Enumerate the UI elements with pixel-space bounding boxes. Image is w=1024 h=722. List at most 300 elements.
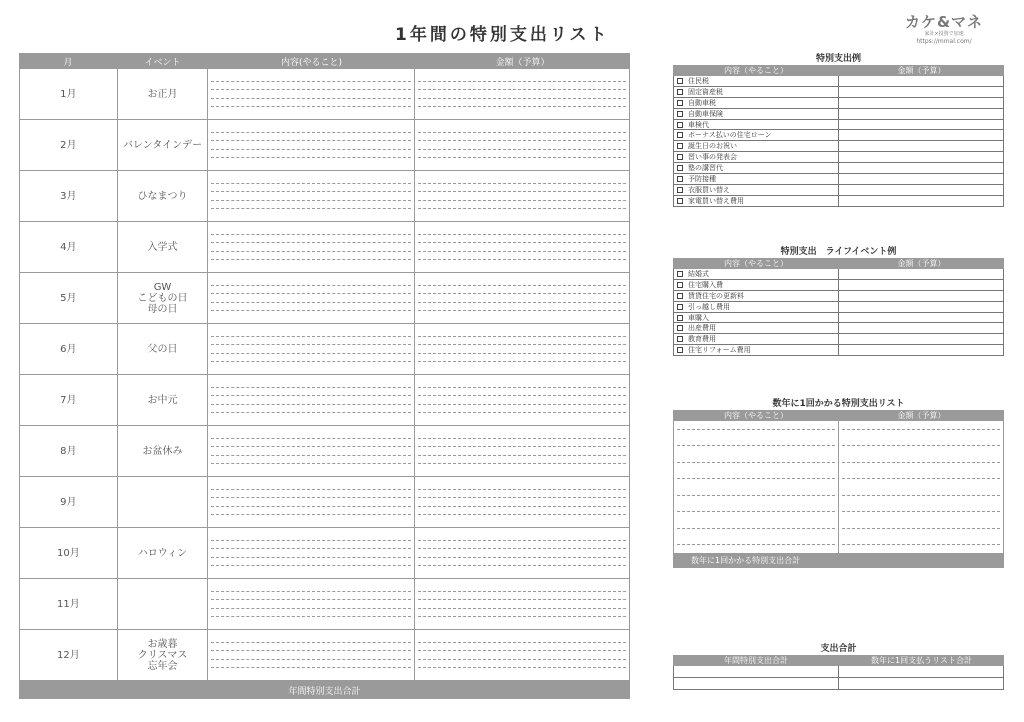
multi-year-content-entry[interactable]	[674, 487, 839, 504]
multi-year-content-entry[interactable]	[674, 537, 839, 554]
dashed-line	[418, 659, 626, 660]
event-label: バレンタインデー	[118, 120, 209, 170]
dashed-line	[211, 565, 410, 566]
dashed-line	[211, 285, 410, 286]
multi-year-title: 数年に1回かかる特別支出リスト	[772, 399, 905, 409]
checklist-amount[interactable]	[839, 269, 1003, 279]
multi-year-content-entry[interactable]	[674, 504, 839, 521]
dashed-line	[418, 98, 626, 99]
content-entry[interactable]	[208, 69, 414, 119]
multi-year-amount-entry[interactable]	[839, 454, 1003, 471]
month-label: 11月	[20, 579, 118, 629]
event-label: お歳暮 クリスマス 忘年会	[118, 630, 209, 680]
checkbox-icon[interactable]	[677, 198, 683, 204]
amount-entry[interactable]	[415, 579, 629, 629]
dashed-line	[418, 89, 626, 90]
checklist-item[interactable]	[674, 130, 839, 140]
checkbox-icon[interactable]	[677, 100, 683, 106]
dashed-line	[211, 506, 410, 507]
content-entry[interactable]	[208, 528, 414, 578]
checklist-amount[interactable]	[839, 98, 1003, 108]
month-label: 2月	[20, 120, 118, 170]
multi-year-row	[673, 421, 1004, 438]
event-label: GW こどもの日 母の日	[118, 273, 209, 323]
header-event: イベント	[144, 57, 181, 68]
checkbox-icon[interactable]	[677, 78, 683, 84]
header-month: 月	[63, 57, 73, 68]
multi-year-amount-entry[interactable]	[839, 504, 1003, 521]
checkbox-icon[interactable]	[677, 165, 683, 171]
totals-header	[673, 655, 1004, 666]
life-events-header-content: 内容（やること）	[724, 259, 788, 268]
dashed-line	[418, 106, 626, 107]
dashed-line	[677, 511, 835, 512]
amount-entry[interactable]	[415, 222, 629, 272]
annual-table	[19, 53, 630, 699]
content-entry[interactable]	[208, 426, 414, 476]
dashed-line	[211, 81, 410, 82]
dashed-line	[211, 361, 410, 362]
checklist-item[interactable]	[674, 120, 839, 130]
month-row	[19, 120, 630, 171]
logo	[904, 14, 984, 46]
checklist-amount[interactable]	[839, 345, 1003, 355]
checklist-item[interactable]	[674, 269, 839, 279]
dashed-line	[211, 642, 410, 643]
checklist-item-label: 習い事の発表会	[688, 153, 737, 162]
month-row	[19, 426, 630, 477]
dashed-line	[418, 157, 626, 158]
dashed-line	[211, 183, 410, 184]
dashed-line	[211, 395, 410, 396]
dashed-line	[418, 616, 626, 617]
checklist-item[interactable]	[674, 76, 839, 86]
event-label: お中元	[118, 375, 209, 425]
dashed-line	[211, 387, 410, 388]
checklist-amount[interactable]	[839, 334, 1003, 344]
checklist-row	[673, 163, 1004, 174]
checkbox-icon[interactable]	[677, 176, 683, 182]
checklist-amount[interactable]	[839, 109, 1003, 119]
multi-year-header	[673, 410, 1004, 421]
examples-table	[673, 53, 1004, 207]
checklist-item-label: 家電買い替え費用	[688, 196, 744, 205]
checklist-amount[interactable]	[839, 87, 1003, 97]
dashed-line	[842, 429, 1000, 430]
checkbox-icon[interactable]	[677, 271, 683, 277]
dashed-line	[418, 200, 626, 201]
checklist-row	[673, 334, 1004, 345]
dashed-line	[418, 608, 626, 609]
logo-tagline: 家計×投資で加速	[924, 31, 964, 37]
multi-year-header-content: 内容（やること）	[724, 411, 788, 420]
dashed-line	[211, 293, 410, 294]
month-label: 9月	[20, 477, 118, 527]
checklist-row	[673, 302, 1004, 313]
checklist-row	[673, 109, 1004, 120]
checklist-row	[673, 130, 1004, 141]
amount-entry[interactable]	[415, 630, 629, 680]
checklist-item-label: 予防接種	[688, 174, 716, 183]
checklist-item[interactable]	[674, 334, 839, 344]
dashed-line	[677, 495, 835, 496]
totals-header-annual: 年間特別支出合計	[724, 656, 788, 665]
multi-year-content-entry[interactable]	[674, 471, 839, 488]
amount-entry[interactable]	[415, 273, 629, 323]
dashed-line	[211, 557, 410, 558]
dashed-line	[211, 89, 410, 90]
event-label	[118, 579, 209, 629]
amount-entry[interactable]	[415, 426, 629, 476]
totals-table	[673, 643, 1004, 690]
life-events-header	[673, 258, 1004, 269]
dashed-line	[418, 285, 626, 286]
checkbox-icon[interactable]	[677, 143, 683, 149]
checklist-item-label: 自動車税	[688, 98, 716, 107]
checklist-amount[interactable]	[839, 185, 1003, 195]
header-amount: 金額（予算）	[495, 57, 550, 68]
amount-entry[interactable]	[415, 120, 629, 170]
dashed-line	[211, 344, 410, 345]
dashed-line	[211, 132, 410, 133]
checklist-row	[673, 141, 1004, 152]
dashed-line	[211, 353, 410, 354]
amount-entry[interactable]	[415, 477, 629, 527]
checklist-amount[interactable]	[839, 323, 1003, 333]
checklist-amount[interactable]	[839, 302, 1003, 312]
dashed-line	[418, 242, 626, 243]
dashed-line	[418, 650, 626, 651]
amount-entry[interactable]	[415, 171, 629, 221]
dashed-line	[418, 293, 626, 294]
dashed-line	[418, 446, 626, 447]
month-row	[19, 324, 630, 375]
dashed-line	[418, 548, 626, 549]
event-label: 入学式	[118, 222, 209, 272]
dashed-line	[418, 497, 626, 498]
examples-body	[673, 76, 1004, 207]
dashed-line	[211, 616, 410, 617]
life-events-header-amount: 金額（予算）	[897, 259, 946, 268]
totals-row	[673, 666, 1004, 678]
checklist-item-label: 固定資産税	[688, 87, 723, 96]
dashed-line	[418, 540, 626, 541]
life-events-body	[673, 269, 1004, 356]
dashed-line	[211, 599, 410, 600]
checklist-row	[673, 174, 1004, 185]
multi-year-amount-entry[interactable]	[839, 487, 1003, 504]
dashed-line	[418, 599, 626, 600]
dashed-line	[418, 234, 626, 235]
checklist-item[interactable]	[674, 141, 839, 151]
checkbox-icon[interactable]	[677, 132, 683, 138]
checklist-item[interactable]	[674, 98, 839, 108]
examples-header-amount: 金額（予算）	[897, 66, 946, 75]
dashed-line	[211, 548, 410, 549]
content-entry[interactable]	[208, 222, 414, 272]
dashed-line	[418, 387, 626, 388]
checklist-item-label: 衣服買い替え	[688, 185, 730, 194]
dashed-line	[211, 310, 410, 311]
month-label: 12月	[20, 630, 118, 680]
dashed-line	[211, 463, 410, 464]
month-row	[19, 579, 630, 630]
checkbox-icon[interactable]	[677, 304, 683, 310]
multi-year-content-entry[interactable]	[674, 421, 839, 438]
checkbox-icon[interactable]	[677, 347, 683, 353]
checklist-item-label: 出産費用	[688, 324, 716, 333]
checklist-item-label: 塾の講習代	[688, 164, 723, 173]
dashed-line	[418, 591, 626, 592]
dashed-line	[418, 489, 626, 490]
checklist-amount[interactable]	[839, 152, 1003, 162]
checklist-item-label: 車検代	[688, 120, 709, 129]
checklist-item-label: 車購入	[688, 313, 709, 322]
checklist-amount[interactable]	[839, 141, 1003, 151]
checkbox-icon[interactable]	[677, 315, 683, 321]
dashed-line	[842, 544, 1000, 545]
checklist-item[interactable]	[674, 152, 839, 162]
dashed-line	[677, 445, 835, 446]
dashed-line	[211, 200, 410, 201]
checklist-item[interactable]	[674, 345, 839, 355]
dashed-line	[677, 544, 835, 545]
checklist-row	[673, 291, 1004, 302]
totals-row	[673, 678, 1004, 690]
dashed-line	[418, 259, 626, 260]
multi-year-body	[673, 421, 1004, 553]
totals-annual-value[interactable]	[674, 678, 839, 689]
multi-year-row	[673, 487, 1004, 504]
multi-year-total-label: 数年に1回かかる特別支出合計	[673, 553, 1004, 568]
month-row	[19, 273, 630, 324]
dashed-line	[842, 528, 1000, 529]
multi-year-row	[673, 537, 1004, 554]
checklist-amount[interactable]	[839, 163, 1003, 173]
dashed-line	[418, 132, 626, 133]
dashed-line	[418, 353, 626, 354]
checklist-item-label: 引っ越し費用	[688, 302, 730, 311]
checkbox-icon[interactable]	[677, 154, 683, 160]
checklist-item[interactable]	[674, 196, 839, 206]
dashed-line	[842, 445, 1000, 446]
multi-year-row	[673, 471, 1004, 488]
content-entry[interactable]	[208, 477, 414, 527]
month-row	[19, 375, 630, 426]
checklist-row	[673, 185, 1004, 196]
dashed-line	[211, 446, 410, 447]
checklist-item-label: 住宅リフォーム費用	[688, 346, 751, 355]
dashed-line	[677, 429, 835, 430]
checklist-row	[673, 345, 1004, 356]
checklist-amount[interactable]	[839, 313, 1003, 323]
content-entry[interactable]	[208, 375, 414, 425]
event-label: お正月	[118, 69, 209, 119]
month-label: 8月	[20, 426, 118, 476]
content-entry[interactable]	[208, 171, 414, 221]
dashed-line	[211, 540, 410, 541]
dashed-line	[418, 310, 626, 311]
month-label: 3月	[20, 171, 118, 221]
checklist-row	[673, 280, 1004, 291]
dashed-line	[418, 361, 626, 362]
dashed-line	[418, 412, 626, 413]
logo-url: https://mmal.com/	[916, 38, 972, 45]
multi-year-amount-entry[interactable]	[839, 421, 1003, 438]
checkbox-icon[interactable]	[677, 325, 683, 331]
checklist-item[interactable]	[674, 313, 839, 323]
dashed-line	[418, 404, 626, 405]
dashed-line	[842, 462, 1000, 463]
checklist-amount[interactable]	[839, 291, 1003, 301]
dashed-line	[211, 302, 410, 303]
checklist-amount[interactable]	[839, 120, 1003, 130]
month-label: 5月	[20, 273, 118, 323]
dashed-line	[211, 404, 410, 405]
dashed-line	[211, 191, 410, 192]
content-entry[interactable]	[208, 120, 414, 170]
content-entry[interactable]	[208, 579, 414, 629]
multi-year-content-entry[interactable]	[674, 454, 839, 471]
checklist-amount[interactable]	[839, 130, 1003, 140]
dashed-line	[842, 511, 1000, 512]
checklist-amount[interactable]	[839, 196, 1003, 206]
annual-table-header	[19, 53, 630, 69]
checkbox-icon[interactable]	[677, 293, 683, 299]
dashed-line	[418, 506, 626, 507]
checkbox-icon[interactable]	[677, 122, 683, 128]
dashed-line	[211, 234, 410, 235]
checklist-item-label: 教育費用	[688, 335, 716, 344]
dashed-line	[211, 659, 410, 660]
totals-multi-value[interactable]	[839, 678, 1003, 689]
dashed-line	[677, 528, 835, 529]
month-row	[19, 171, 630, 222]
multi-year-amount-entry[interactable]	[839, 471, 1003, 488]
month-row	[19, 222, 630, 273]
checklist-item-label: 住民税	[688, 76, 709, 85]
checklist-item-label: ボーナス払いの住宅ローン	[688, 131, 772, 140]
multi-year-header-amount: 金額（予算）	[897, 411, 946, 420]
dashed-line	[211, 650, 410, 651]
life-events-table	[673, 246, 1004, 356]
event-label	[118, 477, 209, 527]
dashed-line	[211, 98, 410, 99]
month-row	[19, 477, 630, 528]
dashed-line	[211, 251, 410, 252]
checklist-item[interactable]	[674, 87, 839, 97]
content-entry[interactable]	[208, 630, 414, 680]
dashed-line	[211, 259, 410, 260]
dashed-line	[211, 412, 410, 413]
event-label: お盆休み	[118, 426, 209, 476]
dashed-line	[211, 140, 410, 141]
checklist-item[interactable]	[674, 302, 839, 312]
totals-annual-value[interactable]	[674, 666, 839, 677]
checklist-item-label: 住宅購入費	[688, 280, 723, 289]
dashed-line	[418, 344, 626, 345]
checklist-row	[673, 323, 1004, 334]
checklist-item[interactable]	[674, 174, 839, 184]
dashed-line	[418, 395, 626, 396]
checklist-row	[673, 76, 1004, 87]
checkbox-icon[interactable]	[677, 187, 683, 193]
amount-entry[interactable]	[415, 69, 629, 119]
checklist-amount[interactable]	[839, 280, 1003, 290]
dashed-line	[211, 455, 410, 456]
multi-year-amount-entry[interactable]	[839, 537, 1003, 554]
checkbox-icon[interactable]	[677, 336, 683, 342]
multi-year-row	[673, 438, 1004, 455]
dashed-line	[418, 149, 626, 150]
checkbox-icon[interactable]	[677, 89, 683, 95]
checklist-item[interactable]	[674, 280, 839, 290]
dashed-line	[677, 462, 835, 463]
dashed-line	[418, 336, 626, 337]
dashed-line	[418, 251, 626, 252]
multi-year-amount-entry[interactable]	[839, 520, 1003, 537]
totals-title: 支出合計	[820, 644, 857, 654]
multi-year-row	[673, 454, 1004, 471]
checklist-item[interactable]	[674, 185, 839, 195]
event-label: ハロウィン	[118, 528, 209, 578]
checklist-item[interactable]	[674, 109, 839, 119]
dashed-line	[211, 667, 410, 668]
multi-year-table	[673, 398, 1004, 568]
checklist-item-label: 自動車保険	[688, 109, 723, 118]
dashed-line	[211, 489, 410, 490]
checklist-amount[interactable]	[839, 174, 1003, 184]
dashed-line	[211, 242, 410, 243]
dashed-line	[211, 438, 410, 439]
dashed-line	[418, 565, 626, 566]
month-label: 4月	[20, 222, 118, 272]
dashed-line	[211, 497, 410, 498]
multi-year-amount-entry[interactable]	[839, 438, 1003, 455]
checklist-item[interactable]	[674, 291, 839, 301]
dashed-line	[418, 463, 626, 464]
checklist-row	[673, 120, 1004, 131]
checklist-item-label: 誕生日のお祝い	[688, 142, 737, 151]
dashed-line	[418, 557, 626, 558]
checkbox-icon[interactable]	[677, 282, 683, 288]
multi-year-content-entry[interactable]	[674, 438, 839, 455]
event-label: 父の日	[118, 324, 209, 374]
checklist-item[interactable]	[674, 163, 839, 173]
multi-year-row	[673, 504, 1004, 521]
content-entry[interactable]	[208, 324, 414, 374]
totals-multi-value[interactable]	[839, 666, 1003, 677]
content-entry[interactable]	[208, 273, 414, 323]
dashed-line	[418, 81, 626, 82]
month-label: 10月	[20, 528, 118, 578]
dashed-line	[418, 140, 626, 141]
dashed-line	[677, 478, 835, 479]
dashed-line	[211, 157, 410, 158]
multi-year-content-entry[interactable]	[674, 520, 839, 537]
amount-entry[interactable]	[415, 375, 629, 425]
month-label: 6月	[20, 324, 118, 374]
header-content: 内容(やること)	[280, 57, 343, 68]
checklist-amount[interactable]	[839, 76, 1003, 86]
checklist-item[interactable]	[674, 323, 839, 333]
month-label: 1月	[20, 69, 118, 119]
checkbox-icon[interactable]	[677, 111, 683, 117]
dashed-line	[418, 667, 626, 668]
amount-entry[interactable]	[415, 528, 629, 578]
amount-entry[interactable]	[415, 324, 629, 374]
checklist-row	[673, 152, 1004, 163]
